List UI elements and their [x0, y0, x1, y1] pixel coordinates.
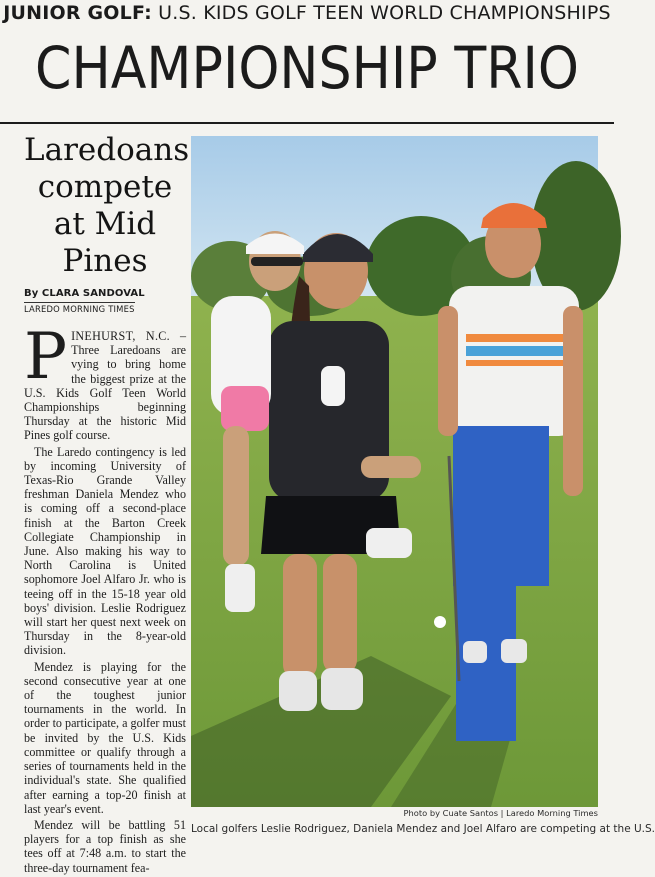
byline-publication: LAREDO MORNING TIMES [24, 304, 135, 314]
article-column [24, 128, 190, 877]
photo-credit: Photo by Cuate Santos | Laredo Morning Times [403, 808, 598, 818]
golfers-photo [191, 136, 598, 807]
article-subhead: Laredoans compete at Mid Pines [24, 132, 190, 279]
drop-cap: P [24, 320, 68, 394]
kicker-topic: U.S. KIDS GOLF TEEN WORLD CHAMPIONSHIPS [151, 2, 611, 24]
article-paragraph-2: The Laredo contingency is led by incoming University of Texas-Rio Grande Valley freshman Daniela Mendez who is coming off a second-place finish at the Barton Creek Collegiate Championship in June. Also making his way to North Carolina is United sophomore Joel Alfaro Jr. who is teeing off in the 15-18 year old boys' division. Leslie Rodriguez will start her quest next week on Thursday in the 8-year-old division. [24, 444, 186, 658]
article-paragraph-4: Mendez will be battling 51 players for a top finish as she tees off at 7:48 a.m. to start the three-day tournament fea- [24, 817, 186, 875]
article-dateline: INEHURST, N.C. [71, 329, 170, 343]
kicker-label: JUNIOR GOLF: [3, 2, 152, 24]
section-kicker [0, 2, 614, 24]
photo-frame [191, 136, 598, 807]
article-paragraph-3: Mendez is playing for the second consecutive year at one of the toughest junior tournaments in the world. In order to participate, a golfer must be invited by the U.S. Kids committee or qualify through a series of tournaments held in the individual's state. She qualified after earning a top-20 finish at last year's event. [24, 659, 186, 816]
photo-caption: Local golfers Leslie Rodriguez, Daniela Mendez and Joel Alfaro are competing at the U.S. [191, 823, 655, 835]
page-headline: CHAMPIONSHIP TRIO [35, 34, 579, 102]
headline-rule [0, 122, 614, 124]
article-body [24, 320, 186, 875]
article-paragraph-1 [24, 320, 186, 443]
paragraph-1-text: – Three Laredoans are vying to bring home the biggest prize at the U.S. Kids Golf Teen World Championships beginning Thursday at the historic Mid Pines golf course. [24, 329, 186, 443]
article-byline: By CLARA SANDOVAL [24, 288, 145, 299]
